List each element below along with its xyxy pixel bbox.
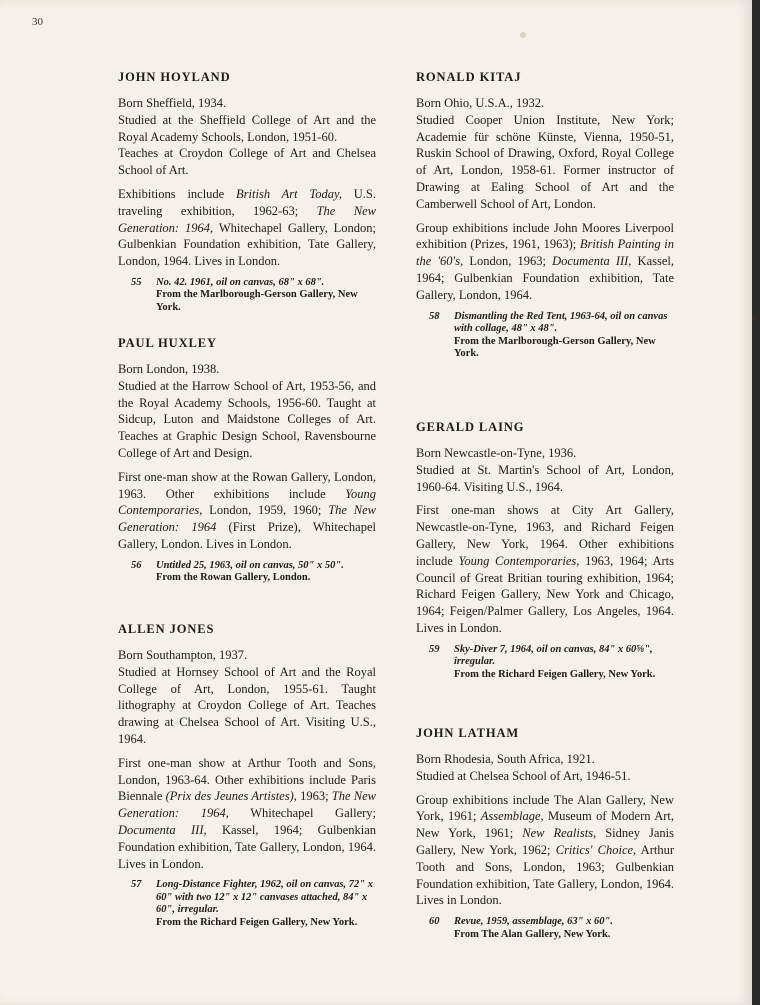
exhibition-text: Arthur Tooth and Sons, London, 1963; Gulbenkian Foundation exhibition, Tate Gallery, London, 1964. Lives in London.: [416, 842, 674, 908]
artist-entry: [416, 718, 674, 941]
bio-line: Born Newcastle-on-Tyne, 1936.: [416, 446, 577, 460]
exhibition-text: 1963;: [296, 789, 332, 804]
catalog-number: 56: [131, 559, 142, 571]
catalog-number: 59: [429, 643, 440, 655]
catalog-entry: [429, 643, 674, 682]
catalog-number: 57: [131, 879, 142, 891]
page-number: 30: [32, 16, 43, 28]
exhibition-text: Museum of Modern Art, New York, 1961;: [416, 809, 674, 841]
exhibition-text: First one-man shows at City Art Gallery, Newcastle-on-Tyne, 1963, and Richard Feigen Gallery, New York, 1964. Other exhibitions include: [416, 503, 674, 568]
bio-line: Born Sheffield, 1934.: [118, 96, 227, 110]
exhibition-text: (First Prize), Whitechapel Gallery, London. Lives in London.: [118, 520, 376, 551]
work-title: Sky-Diver 7, 1964, oil on canvas, 84" x 60⅝", irregular.: [454, 643, 653, 668]
catalog-number: 58: [429, 310, 440, 322]
exhibition-title: British Painting in the '60's,: [416, 237, 674, 269]
catalog-entry: [131, 559, 376, 585]
catalog-entry: [429, 916, 674, 941]
artist-entry: [416, 62, 674, 361]
exhibition-title: The New Generation: 1964: [118, 503, 376, 535]
exhibition-title: Young Contemporaries,: [458, 553, 580, 568]
bio-line: Studied at St. Martin's School of Art, London, 1960-64. Visiting U.S., 1964.: [416, 462, 674, 494]
exhibition-text: U.S. traveling exhibition, 1962-63;: [118, 186, 376, 218]
exhibition-text: London, 1959, 1960;: [202, 503, 329, 518]
exhibition-title: British Art Today,: [236, 186, 342, 201]
bio-line: Studied at Chelsea School of Art, 1946-51.: [416, 768, 631, 783]
exhibition-text: Whitechapel Gallery, London; Gulbenkian Foundation exhibition, Tate Gallery, London, 1964. Lives in London.: [118, 220, 376, 269]
exhibition-title: Documenta III,: [552, 254, 632, 269]
exhibition-history: [416, 502, 674, 636]
bio-line: Born Rhodesia, South Africa, 1921.: [416, 752, 595, 766]
artist-entry: [118, 62, 376, 314]
artist-name: JOHN HOYLAND: [118, 70, 231, 84]
exhibition-history: [416, 792, 674, 910]
exhibition-text: Kassel, 1964; Gulbenkian Foundation exhibition, Tate Gallery, London, 1964. Lives in London.: [118, 822, 376, 871]
exhibition-title: Critics' Choice,: [555, 842, 637, 857]
artist-name: JOHN LATHAM: [416, 726, 520, 740]
artist-name: RONALD KITAJ: [416, 70, 522, 84]
exhibition-title: The New Generation: 1964,: [118, 789, 376, 821]
exhibition-title: New Realists,: [522, 826, 597, 841]
catalog-number: 55: [131, 276, 142, 288]
bio-line: Born London, 1938.: [118, 362, 220, 376]
work-source: From The Alan Gallery, New York.: [454, 928, 611, 940]
exhibition-title: Assemblage,: [480, 809, 544, 824]
bio-line: Teaches at Croydon College of Art and Chelsea School of Art.: [118, 146, 376, 178]
paper-stain: [520, 32, 526, 38]
exhibition-text: 1963, 1964; Arts Council of Great Britian touring exhibition, 1964; Richard Feigen Gallery, New York and Chicago, 1964; Feigen/Palmer Gallery, Los Angeles, 1964. Lives in London.: [416, 553, 675, 635]
work-source: From the Richard Feigen Gallery, New York.: [156, 916, 358, 928]
artist-entry: [118, 614, 376, 929]
artist-biography: [118, 647, 376, 748]
bio-line: Born Ohio, U.S.A., 1932.: [416, 96, 545, 110]
exhibition-text: Group exhibitions include The Alan Gallery, New York, 1961;: [416, 792, 674, 824]
exhibition-title: The New Generation: 1964,: [118, 203, 376, 235]
exhibition-history: [118, 469, 376, 553]
exhibition-text: First one-man show at the Rowan Gallery, London, 1963. Other exhibitions include: [118, 469, 376, 501]
artist-name: PAUL HUXLEY: [118, 336, 217, 350]
work-source: From the Marlborough-Gerson Gallery, New York.: [156, 289, 358, 313]
artist-entry: [118, 328, 376, 585]
artist-name: ALLEN JONES: [118, 622, 215, 636]
catalog-entry: [429, 310, 674, 361]
artist-biography: [118, 361, 376, 462]
catalog-entry: [131, 276, 376, 315]
exhibition-text: London, 1963;: [463, 254, 553, 269]
exhibition-text: First one-man show at Arthur Tooth and Sons, London, 1963-64. Other exhibitions include Paris Biennale: [118, 755, 376, 804]
artist-biography: [416, 445, 674, 495]
bio-line: Born Southampton, 1937.: [118, 648, 248, 662]
artist-biography: [118, 95, 376, 179]
work-source: From the Richard Feigen Gallery, New York.: [454, 668, 656, 680]
exhibition-title: (Prix des Jeunes Artistes),: [165, 789, 297, 804]
exhibition-text: Whitechapel Gallery;: [228, 806, 376, 821]
exhibition-text: Sidney Janis Gallery, New York, 1962;: [416, 826, 674, 857]
artist-biography: [416, 95, 674, 213]
work-title: Dismantling the Red Tent, 1963-64, oil on canvas with collage, 48" x 48".: [454, 310, 668, 335]
work-source: From the Marlborough-Gerson Gallery, New York.: [454, 335, 656, 360]
artist-name: GERALD LAING: [416, 420, 525, 434]
artist-biography: [416, 751, 674, 785]
work-source: From the Rowan Gallery, London.: [156, 572, 311, 584]
catalog-entry: [131, 879, 376, 929]
work-title: Untitled 25, 1963, oil on canvas, 50" x 50".: [156, 559, 344, 571]
work-title: Revue, 1959, assemblage, 63" x 60".: [454, 916, 613, 928]
exhibition-text: Kassel, 1964; Gulbenkian Foundation exhibition, Tate Gallery, London, 1964.: [416, 254, 675, 302]
exhibition-history: [118, 186, 376, 270]
exhibition-text: Group exhibitions include John Moores Liverpool exhibition (Prizes, 1961, 1963);: [416, 220, 674, 252]
catalog-number: 60: [429, 916, 440, 928]
exhibition-history: [416, 220, 674, 304]
exhibition-title: Documenta III,: [118, 822, 207, 837]
work-title: No. 42. 1961, oil on canvas, 68" x 68".: [156, 276, 325, 288]
bio-line: Studied at the Harrow School of Art, 1953-56, and the Royal Academy Schools, 1956-60. Taught at Sidcup, Luton and Maidstone Colleges of Art. Teaches at Graphic Design School, Ravensbourne College of Art and Design.: [118, 378, 376, 460]
bio-line: Studied at the Sheffield College of Art and the Royal Academy Schools, London, 1951-60.: [118, 112, 376, 144]
exhibition-title: Young Contemporaries,: [118, 486, 376, 518]
exhibition-text: Exhibitions include: [118, 186, 237, 201]
work-title: Long-Distance Fighter, 1962, oil on canvas, 72" x 60" with two 12" x 12" canvases attached, 84" x 60", irregular.: [156, 879, 374, 916]
artist-entry: [416, 412, 674, 681]
exhibition-history: [118, 755, 376, 873]
bio-line: Studied Cooper Union Institute, New York; Academie für schöne Künste, Vienna, 1950-51, Ruskin School of Drawing, Oxford, Royal College of Art, London, 1958-61. Former instructor of Drawing at Ealing School of Art and the Camberwell School of Art, London.: [416, 112, 674, 211]
paper-speck: [752, 316, 755, 321]
bio-line: Studied at Hornsey School of Art and the Royal College of Art, London, 1955-61. Taught lithography at Croydon College of Art. Teaches drawing at Chelsea School of Art. Visiting U.S., 1964.: [118, 664, 376, 746]
